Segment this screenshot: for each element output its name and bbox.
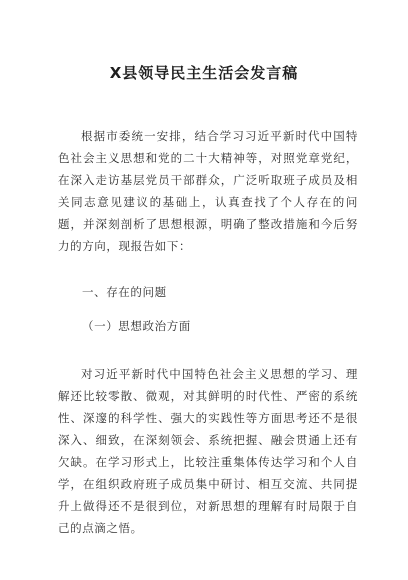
- subsection-heading: （一）思想政治方面: [82, 319, 191, 333]
- document-title: X县领导民主生活会发言稿: [109, 64, 299, 82]
- body-paragraph: 对习近平新时代中国特色社会主义思想的学习、理解还比较零散、微观，对其鲜明的时代性、严密的系统性、深邃的科学性、强大的实践性等方面思考还不是很深入、细致，在深刻领会、系统把握、融会贯通上还有欠缺。在学习形式上，比较注重集体传达学习和个人自学，在组织政府班子成员集中研讨、相互交流、共同提升上做得还不是很到位，对新思想的理解有时局限于自己的点滴之悟。: [58, 367, 358, 535]
- intro-paragraph: 根据市委统一安排，结合学习习近平新时代中国特色社会主义思想和党的二十大精神等，对照党章党纪，在深入走访基层党员干部群众，广泛听取班子成员及相关同志意见建议的基础上，认真查找了个人存在的问题，并深刻剖析了思想根源，明确了整改措施和今后努力的方向，现报告如下：: [58, 129, 358, 253]
- section-heading: 一、存在的问题: [82, 285, 167, 299]
